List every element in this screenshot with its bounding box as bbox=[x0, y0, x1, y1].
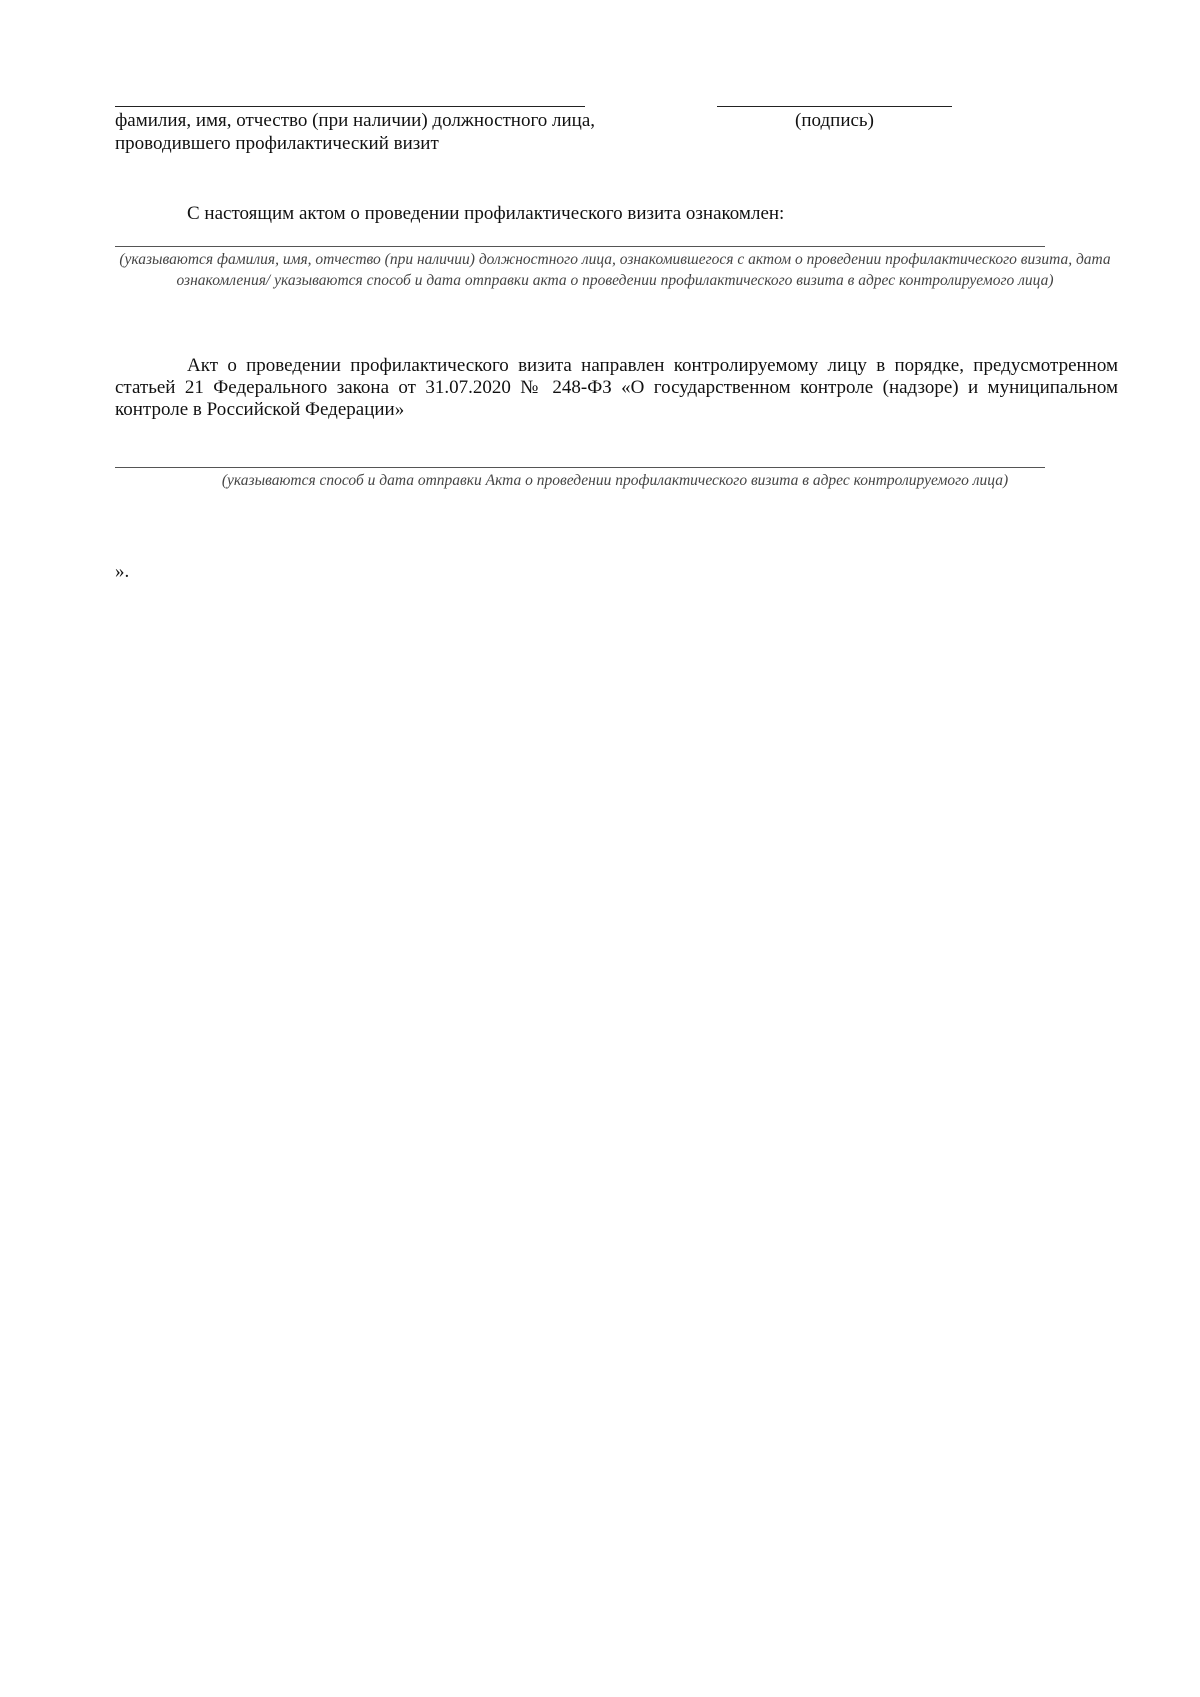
signature-caption: (подпись) bbox=[795, 110, 874, 131]
sending-statement: Акт о проведении профилактического визита направлен контролируемому лицу в порядке, предусмотренном статьей 21 Федерального закона от 31.07.2020 № 248-ФЗ «О государственном контроле (надзоре) и муниципальном контроле в Российской Федерации» bbox=[115, 355, 1118, 420]
closing-mark: ». bbox=[115, 561, 130, 582]
signature-line bbox=[717, 106, 952, 107]
official-name-line bbox=[115, 106, 585, 107]
official-caption-line1: фамилия, имя, отчество (при наличии) должностного лица, bbox=[115, 110, 596, 131]
sending-line bbox=[115, 467, 1045, 468]
sending-hint: (указываются способ и дата отправки Акта о проведении профилактического визита в адрес контролируемого лица) bbox=[221, 472, 1009, 489]
acknowledgement-hint: (указываются фамилия, имя, отчество (при наличии) должностного лица, ознакомившегося с актом о проведении профилактического визита, дата ознакомления/ указываются способ и дата отправки акта о проведении профилактического визита в адрес контролируемого лица) bbox=[119, 251, 1111, 289]
acknowledgement-line bbox=[115, 246, 1045, 247]
acknowledgement-statement: С настоящим актом о проведении профилактического визита ознакомлен: bbox=[187, 203, 785, 224]
official-caption-line2: проводившего профилактический визит bbox=[115, 133, 439, 154]
